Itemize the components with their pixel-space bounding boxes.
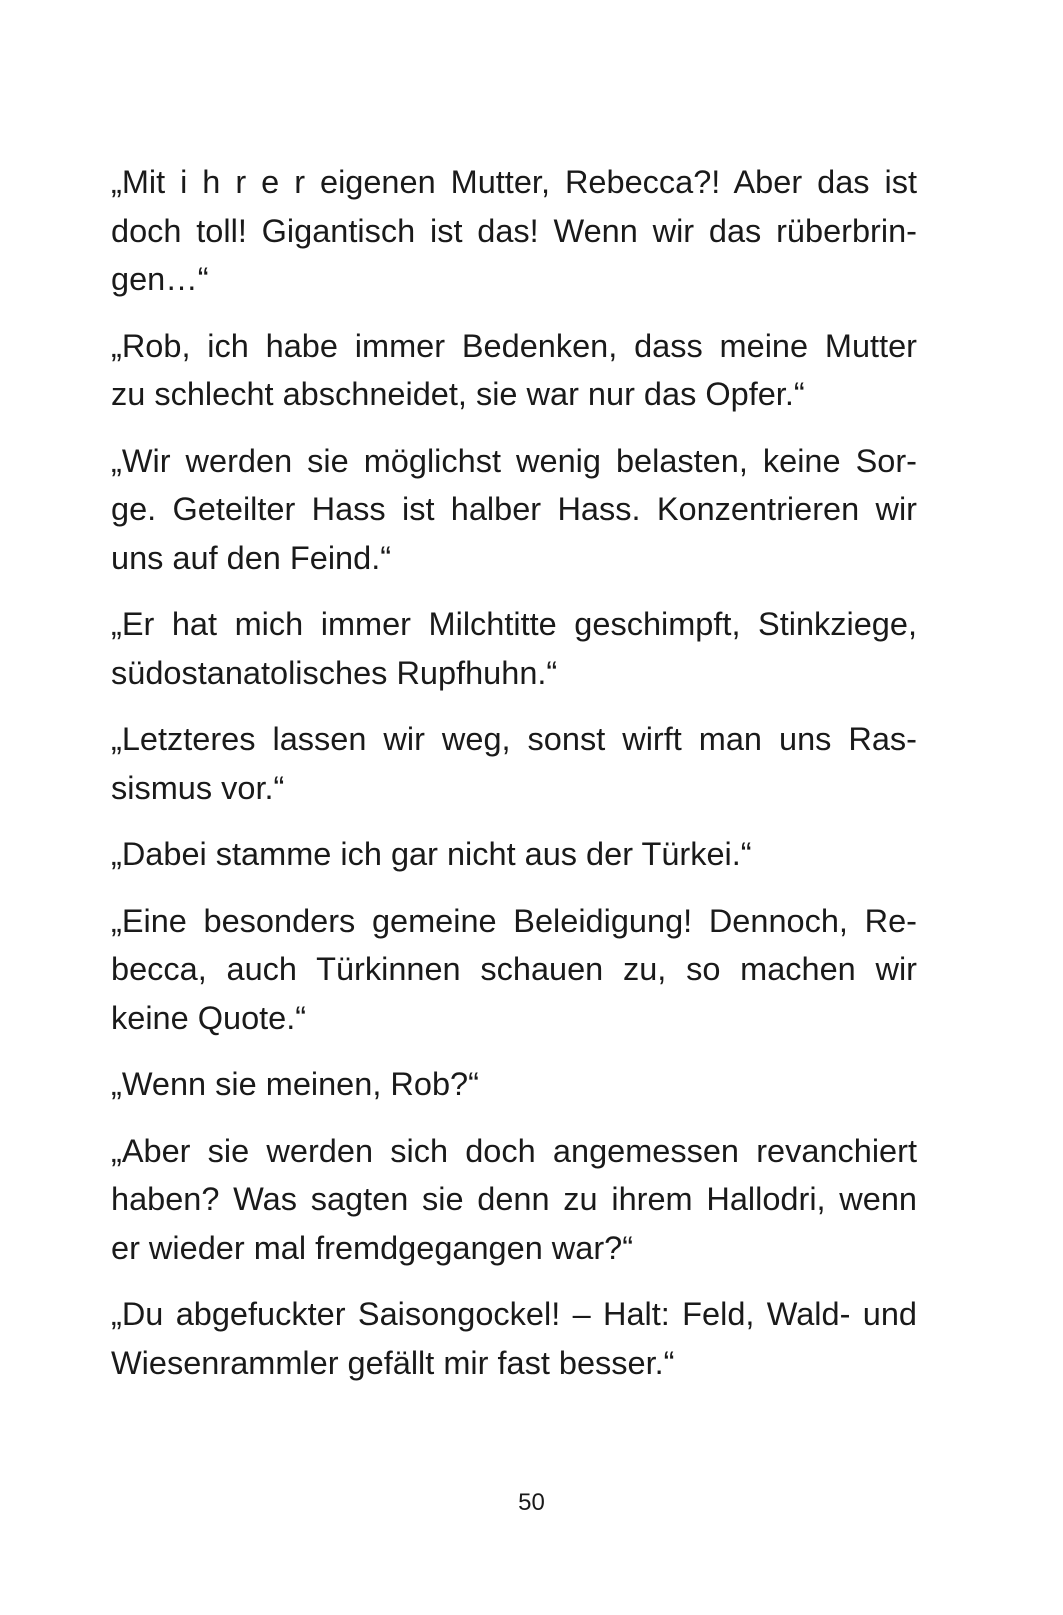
page-number: 50 (518, 1489, 545, 1516)
text-line: „Rob, ich habe immer Bedenken, dass meine Mutter (111, 327, 917, 364)
paragraph-5 (111, 715, 917, 812)
text-line: „Aber sie werden sich doch angemessen revanchiert (111, 1132, 917, 1169)
text-line: „Wenn sie meinen, Rob?“ (111, 1066, 479, 1102)
text-line: doch toll! Gigantisch ist das! Wenn wir das rüberbrin- (111, 212, 917, 249)
paragraph-7 (111, 897, 917, 1043)
text-line: „Du abgefuckter Saisongockel! – Halt: Feld, Wald- und (111, 1296, 917, 1332)
paragraph-9 (111, 1127, 917, 1273)
text-line: becca, auch Türkinnen schauen zu, so machen wir (111, 951, 917, 987)
text-line: uns auf den Feind.“ (111, 539, 392, 576)
text-line: südostanatolisches Rupfhuhn.“ (111, 654, 558, 691)
paragraph-2 (111, 322, 917, 419)
text-line: Wiesenrammler gefällt mir fast besser.“ (111, 1344, 675, 1381)
paragraph-1 (111, 158, 917, 304)
text-line: „Dabei stamme ich gar nicht aus der Türkei.“ (111, 836, 752, 872)
text-line: sismus vor.“ (111, 769, 285, 806)
text-line: zu schlecht abschneidet, sie war nur das Opfer.“ (111, 376, 805, 412)
paragraph-10 (111, 1290, 917, 1387)
paragraph-6 (111, 830, 917, 879)
text-line: „Mit i h r e r eigenen Mutter, Rebecca?! Aber das ist (111, 164, 917, 200)
text-line: haben? Was sagten sie denn zu ihrem Hallodri, wenn (111, 1181, 917, 1217)
text-line: „Letzteres lassen wir weg, sonst wirft man uns Ras- (111, 721, 917, 757)
paragraph-3 (111, 437, 917, 583)
text-line: „Wir werden sie möglichst wenig belasten, keine Sor- (111, 442, 917, 479)
text-line: gen…“ (111, 261, 209, 297)
text-line: „Eine besonders gemeine Beleidigung! Dennoch, Re- (111, 902, 917, 939)
text-line: „Er hat mich immer Milchtitte geschimpft, Stinkziege, (111, 606, 917, 642)
paragraph-4 (111, 600, 917, 697)
page-body (111, 158, 917, 1405)
text-line: keine Quote.“ (111, 999, 307, 1036)
paragraph-8 (111, 1060, 917, 1109)
text-line: ge. Geteilter Hass ist halber Hass. Konzentrieren wir (111, 491, 917, 527)
text-line: er wieder mal fremdgegangen war?“ (111, 1229, 634, 1266)
